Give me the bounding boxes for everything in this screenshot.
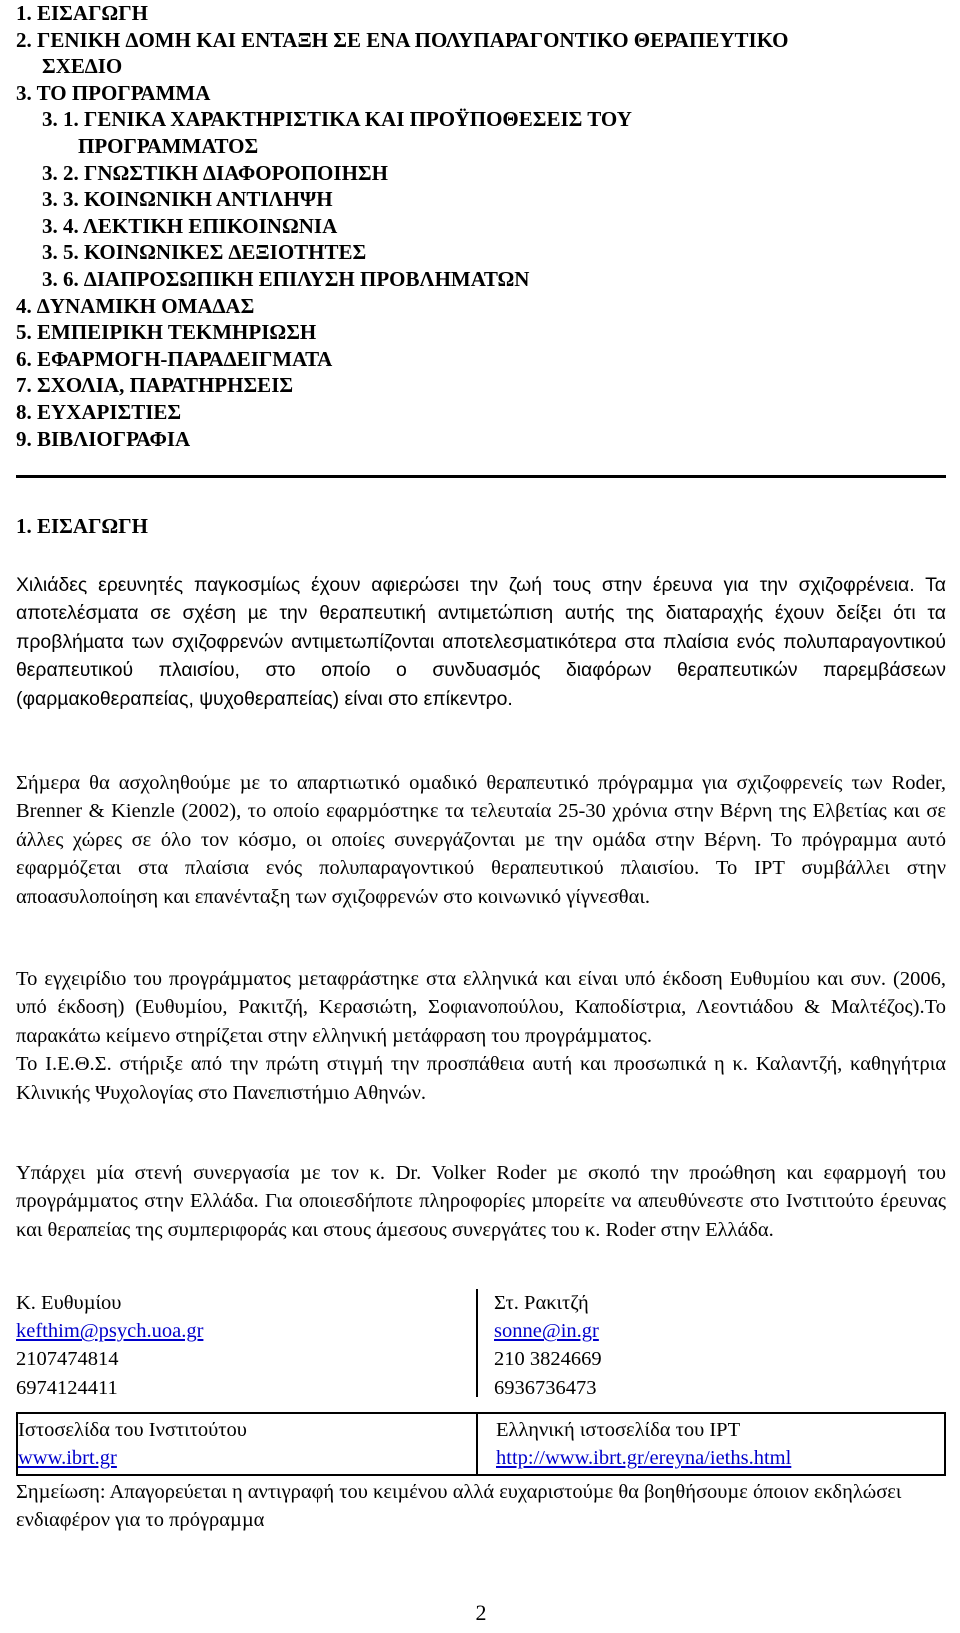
ipt-website <box>496 1416 791 1472</box>
websites-box <box>16 1412 946 1476</box>
contact-phone: 210 3824669 <box>494 1348 602 1371</box>
toc-subitem[interactable]: 3. 5. ΚΟΙΝΩΝΙΚΕΣ ∆ΕΞΙΟΤΗΤΕΣ <box>42 240 367 265</box>
toc-item[interactable]: 8. ΕΥΧΑΡΙΣΤΙΕΣ <box>16 399 182 424</box>
copyright-note: Σηµείωση: Απαγορεύεται η αντιγραφή του κειµένου αλλά ευχαριστούµε θα βοηθήσουµε όποιον εκδηλώσει ενδιαφέρον για το πρόγραµµα <box>16 1481 902 1532</box>
toc-subitem-continuation[interactable]: ΠΡΟΓΡΑΜΜΑΤΟΣ <box>78 133 259 158</box>
translation-text: Το εγχειρίδιο του προγράµµατος µεταφράστηκε στα ελληνικά και είναι υπό έκδοση Ευθυµίου και συν. (2006, υπό έκδοση) (Ευθυµίου, Ρακιτζή, Κερασιώτη, Σοφιανοπούλου, Καποδίστρια, Λεοντιάδου & Μαλτέζος).Το παρακάτω κείµενο στηρίζεται στην ελληνική µετάφραση του προγράµµατος. <box>16 968 946 1047</box>
toc-item[interactable]: 7. ΣΧΟΛΙΑ, ΠΑΡΑΤΗΡΗΣΕΙΣ <box>16 373 294 398</box>
toc-item[interactable]: 6. ΕΦΑΡΜΟΓΗ-ΠΑΡΑ∆ΕΙΓΜΑΤΑ <box>16 346 333 371</box>
contact-phone: 2107474814 <box>16 1348 119 1371</box>
institute-website-link[interactable]: www.ibrt.gr <box>18 1447 117 1470</box>
toc-item[interactable]: 9. ΒΙΒΛΙΟΓΡΑΦΙΑ <box>16 426 191 451</box>
page-number: 2 <box>475 1600 487 1625</box>
toc-item[interactable]: 1. ΕΙΣΑΓΩΓΗ <box>16 1 148 25</box>
contact-email-link[interactable]: sonne@in.gr <box>494 1320 599 1343</box>
contact-email-link[interactable]: kefthim@psych.uoa.gr <box>16 1320 204 1343</box>
toc-subitem[interactable]: 3. 6. ∆ΙΑΠΡΟΣΩΠΙΚΗ ΕΠΙΛΥΣΗ ΠΡΟΒΛΗΜΑΤΩΝ <box>42 266 530 291</box>
contact-mobile: 6936736473 <box>494 1376 597 1399</box>
contacts-section <box>16 1289 946 1404</box>
toc-subitem[interactable]: 3. 4. ΛΕΚΤΙΚΗ ΕΠΙΚΟΙΝΩΝΙΑ <box>42 213 338 238</box>
program-paragraph: Σήµερα θα ασχοληθούµε µε το απαρτιωτικό οµαδικό θεραπευτικό πρόγραµµα για σχιζοφρενείς των Roder, Brenner & Kienzle (2002), το οποίο εφαρµόστηκε τα τελευταία 25-30 χρόνια στην Βέρνη της Ελβετίας και σε άλλες χώρες σε όλο τον κόσµο, οι οποίες συνεργάζονται µε την οµάδα στην Βέρνη. Το πρόγραµµα αυτό εφαρµόζεται στα πλαίσια ενός πολυπαραγοντικού θεραπευτικού πλαισίου. Το IPT συµβάλλει στην αποασυλοποίηση και επανένταξη των σχιζοφρενών στο κοινωνικό γίγνεσθαι. <box>16 772 946 908</box>
contact-rakitzi <box>494 1289 602 1402</box>
website-label: Ελληνική ιστοσελίδα του IPT <box>496 1419 741 1441</box>
ipt-website-link[interactable]: http://www.ibrt.gr/ereyna/ieths.html <box>496 1447 792 1470</box>
column-divider <box>476 1289 478 1397</box>
contact-mobile: 6974124411 <box>16 1376 118 1399</box>
section-heading: 1. ΕΙΣΑΓΩΓΗ <box>16 514 148 538</box>
horizontal-rule <box>16 475 946 478</box>
toc-item[interactable]: 5. ΕΜΠΕΙΡΙΚΗ ΤΕΚΜΗΡΙΩΣΗ <box>16 320 317 345</box>
contact-name: Στ. Ρακιτζή <box>494 1292 589 1314</box>
column-divider <box>476 1414 478 1476</box>
cooperation-paragraph: Υπάρχει µία στενή συνεργασία µε τον κ. Dr. Volker Roder µε σκοπό την προώθηση και εφαρµογή του προγράµµατος στην Ελλάδα. Για οποιεσδήποτε πληροφορίες µπορείτε να απευθύνεστε στο Ινστιτούτο έρευνας και θεραπείας της συµπεριφοράς και στους άµεσους συνεργάτες του κ. Roder στην Ελλάδα. <box>16 1162 946 1241</box>
toc-item[interactable]: 3. ΤΟ ΠΡΟΓΡΑΜΜΑ <box>16 80 211 105</box>
toc-item[interactable]: 4. ∆ΥΝΑΜΙΚΗ ΟΜΑ∆ΑΣ <box>16 293 255 318</box>
toc-item[interactable]: 2. ΓΕΝΙΚΗ ∆ΟΜΗ ΚΑΙ ΕΝΤΑΞΗ ΣΕ ΕΝΑ ΠΟΛΥΠΑΡΑΓΟΝΤΙΚΟ ΘΕΡΑΠΕΥΤΙΚΟ <box>16 27 789 52</box>
translation-paragraph <box>16 965 946 1107</box>
support-text: Το Ι.Ε.Θ.Σ. στήριξε από την πρώτη στιγµή την προσπάθεια αυτή και προσωπικά η κ. Καλαντζή, καθηγήτρια Κλινικής Ψυχολογίας στο Πανεπιστήµιο Αθηνών. <box>16 1053 946 1104</box>
table-of-contents <box>16 0 946 452</box>
horizontal-rule <box>16 1474 946 1476</box>
toc-subitem[interactable]: 3. 2. ΓΝΩΣΤΙΚΗ ∆ΙΑΦΟΡΟΠΟΙΗΣΗ <box>42 160 388 185</box>
website-label: Ιστοσελίδα του Ινστιτούτου <box>18 1419 247 1441</box>
institute-website <box>18 1416 247 1472</box>
contact-name: Κ. Ευθυµίου <box>16 1292 122 1314</box>
toc-subitem[interactable]: 3. 1. ΓΕΝΙΚΑ ΧΑΡΑΚΤΗΡΙΣΤΙΚΑ ΚΑΙ ΠΡΟΫΠΟΘΕΣΕΙΣ ΤΟΥ <box>42 107 632 132</box>
toc-item-continuation[interactable]: ΣΧΕ∆ΙΟ <box>42 54 123 79</box>
intro-paragraph: Χιλιάδες ερευνητές παγκοσµίως έχουν αφιερώσει την ζωή τους στην έρευνα για την σχιζοφρένεια. Τα αποτελέσµατα σε σχέση µε την θεραπευτική αντιµετώπιση αυτής της διαταραχής έχουν δείξει ότι τα προβλήµατα των σχιζοφρενών αντιµετωπίζονται αποτελεσµατικότερα στα πλαίσια ενός πολυπαραγοντικού θεραπευτικού πλαισίου, στο οποίο ο συνδυασµός διαφόρων θεραπευτικών παρεµβάσεων (φαρµακοθεραπείας, ψυχοθεραπείας) είναι στο επίκεντρο. <box>16 574 946 710</box>
toc-subitem[interactable]: 3. 3. ΚΟΙΝΩΝΙΚΗ ΑΝΤΙΛΗΨΗ <box>42 187 333 212</box>
contact-efthymiou <box>16 1289 203 1402</box>
